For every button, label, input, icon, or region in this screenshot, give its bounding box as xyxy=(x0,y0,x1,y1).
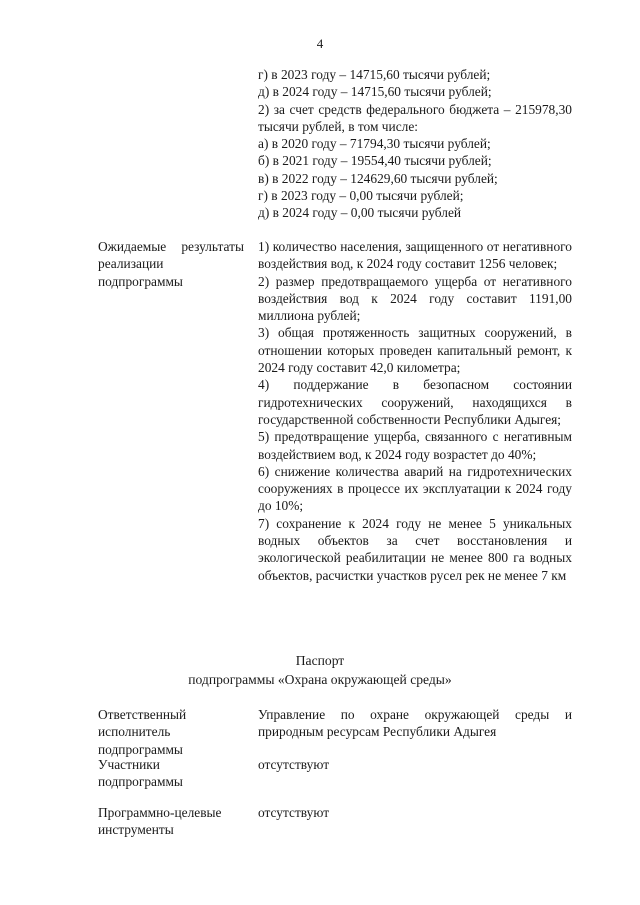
passport-row-value: отсутствуют xyxy=(258,805,330,820)
passport-row-label: Ответственный исполнитель подпрограммы xyxy=(98,707,187,757)
passport-subtitle: подпрограммы «Охрана окружающей среды» xyxy=(188,672,452,687)
passport-row-label: Программно-целевые инструменты xyxy=(98,805,222,838)
result-item: 4) поддержание в безопасном состоянии гидротехнических сооружений, находящихся в государственной собственности Республики Адыгея; xyxy=(258,377,572,427)
funding-line: 2) за счет средств федерального бюджета – 215978,30 тысячи рублей, в том числе: xyxy=(258,101,572,134)
result-item: 6) снижение количества аварий на гидротехнических сооружениях в процессе их эксплуатации к 2024 году до 10%; xyxy=(258,463,572,514)
page-number: 4 xyxy=(316,36,324,51)
funding-line: в) в 2022 году – 124629,60 тысячи рублей; xyxy=(258,170,498,186)
expected-results-label: Ожидаемые результаты реализации подпрограммы xyxy=(98,239,244,289)
result-item: 2) размер предотвращаемого ущерба от негативного воздействия вод к 2024 году составит 1191,00 миллиона рублей; xyxy=(258,273,572,324)
expected-results-list xyxy=(258,238,572,584)
passport-row-value: отсутствуют xyxy=(258,757,330,772)
funding-line: г) в 2023 году – 14715,60 тысячи рублей; xyxy=(258,67,491,82)
funding-line: б) в 2021 году – 19554,40 тысячи рублей; xyxy=(258,153,492,169)
funding-line: г) в 2023 году – 0,00 тысячи рублей; xyxy=(258,188,464,204)
funding-line: а) в 2020 году – 71794,30 тысячи рублей; xyxy=(258,136,491,152)
result-item: 5) предотвращение ущерба, связанного с негативным воздействием вод, к 2024 году возрастет до 40%; xyxy=(258,429,572,462)
result-item: 1) количество населения, защищенного от негативного воздействия вод, к 2024 году составит 1256 человек; xyxy=(258,239,572,272)
funding-line: д) в 2024 году – 0,00 тысячи рублей xyxy=(258,205,462,221)
funding-line: д) в 2024 году – 14715,60 тысячи рублей; xyxy=(258,84,492,100)
passport-row-value: Управление по охране окружающей среды и природным ресурсам Республики Адыгея xyxy=(258,707,572,740)
result-item: 3) общая протяженность защитных сооружений, в отношении которых проведен капитальный ремонт, к 2024 году составит 42,0 километра; xyxy=(258,325,572,376)
passport-title: Паспорт xyxy=(295,653,345,668)
passport-row-label: Участники подпрограммы xyxy=(98,757,183,790)
result-item: 7) сохранение к 2024 году не менее 5 уникальных водных объектов за счет восстановления и экологической реабилитации не менее 800 га водных объектов, расчистки участков русел рек не менее 7 км xyxy=(258,515,572,583)
funding-list xyxy=(258,66,572,222)
